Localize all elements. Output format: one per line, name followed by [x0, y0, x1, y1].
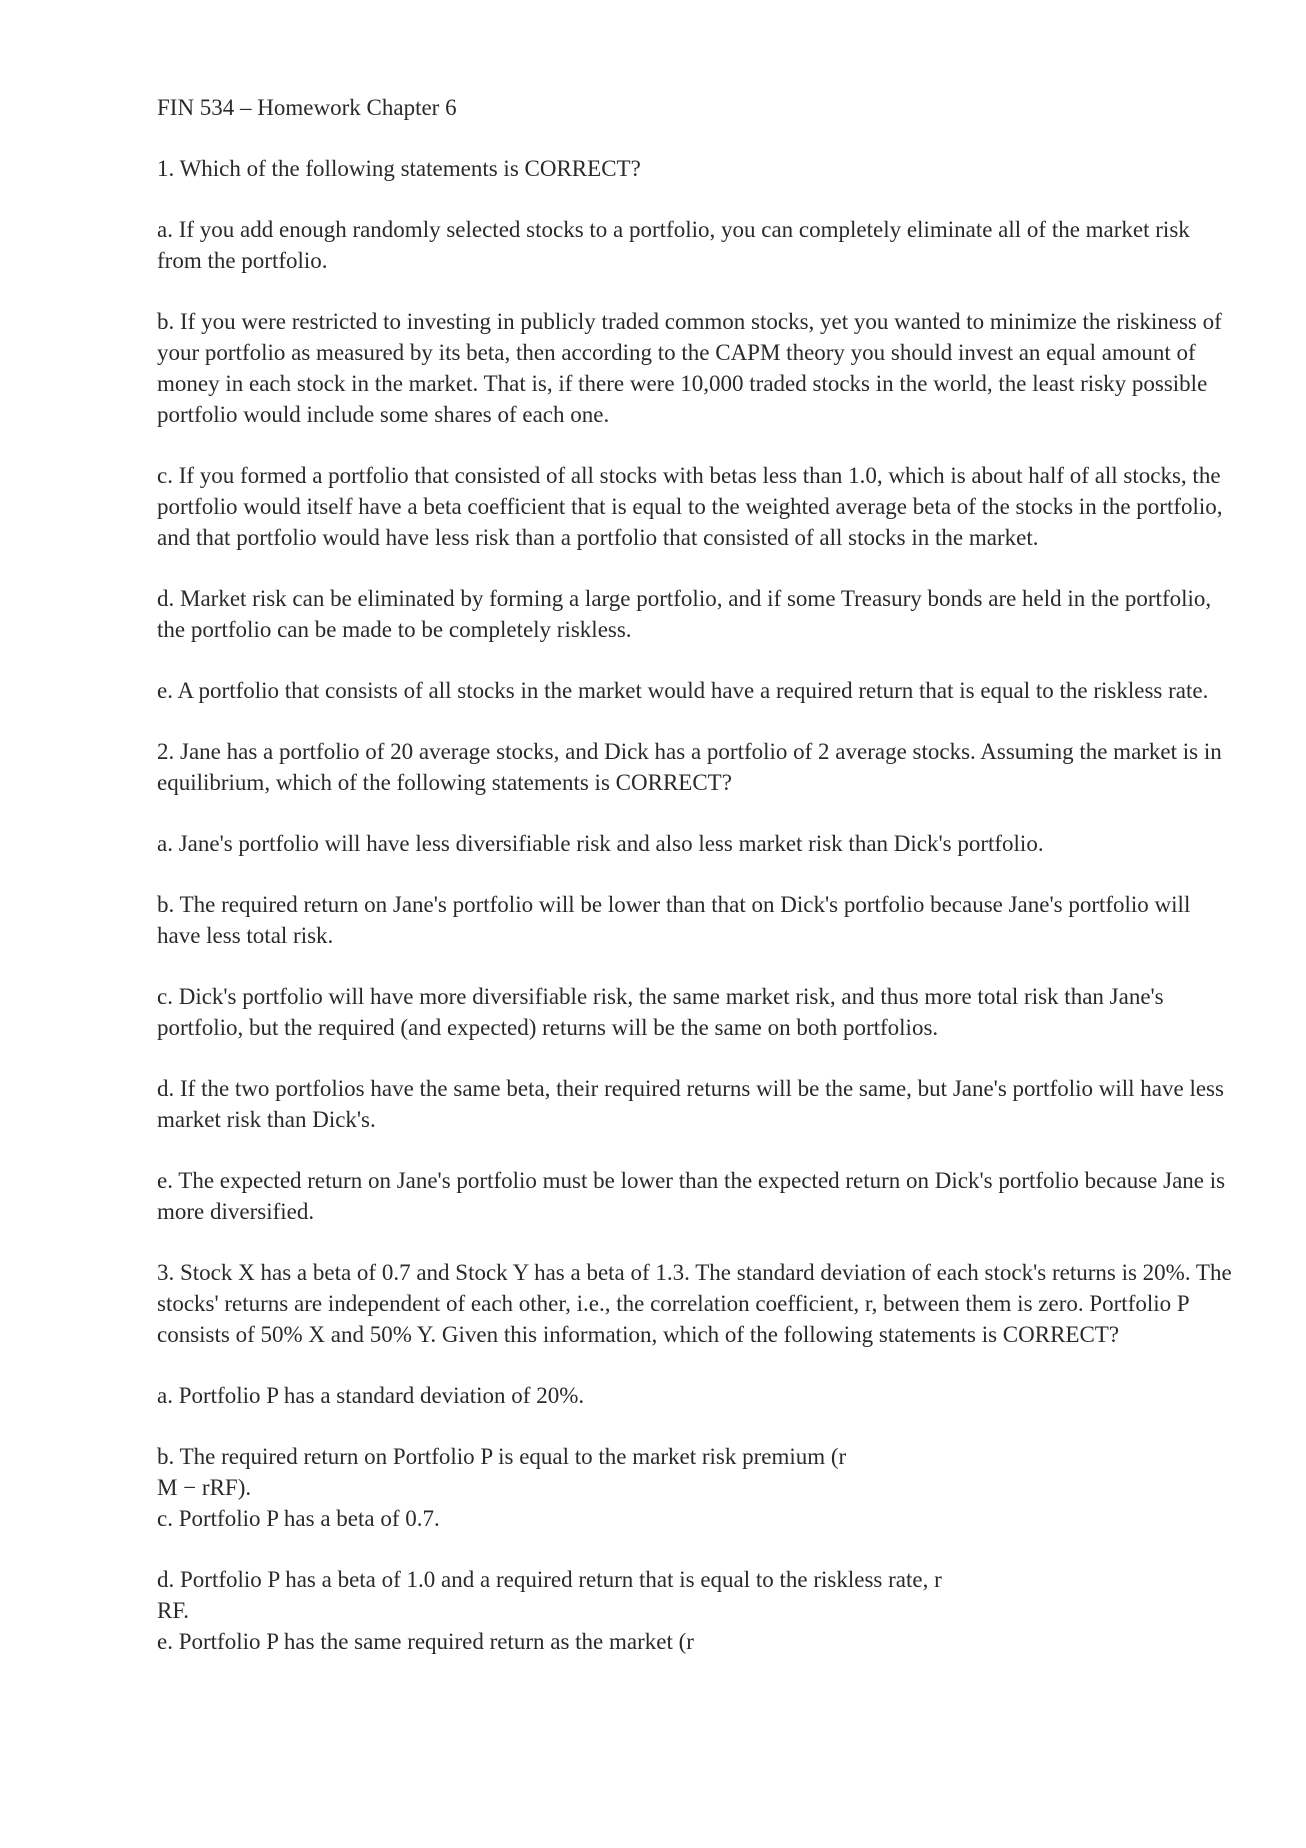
question-2-stem: 2. Jane has a portfolio of 20 average stocks, and Dick has a portfolio of 2 average stocks. Assuming the market is in equilibrium, which of the following statements is CORRECT? — [157, 739, 1222, 795]
question-3-option-a: a. Portfolio P has a standard deviation of 20%. — [157, 1383, 585, 1408]
question-3-stem: 3. Stock X has a beta of 0.7 and Stock Y has a beta of 1.3. The standard deviation of each stock's returns is 20%. The stocks' returns are independent of each other, i.e., the correlation coefficient, r, between them is zero. Portfolio P consists of 50% X and 50% Y. Given this information, which of the following statements is CORRECT? — [157, 1260, 1232, 1347]
question-2-option-c: c. Dick's portfolio will have more diversifiable risk, the same market risk, and thus more total risk than Jane's portfolio, but the required (and expected) returns will be the same on both portfolios. — [157, 984, 1164, 1040]
question-3-option-c: c. Portfolio P has a beta of 0.7. — [157, 1506, 440, 1531]
question-3-option-d — [157, 1564, 1237, 1626]
document-page — [157, 92, 1237, 1687]
question-3-option-d-line-2: RF. — [157, 1598, 190, 1623]
document-title: FIN 534 – Homework Chapter 6 — [157, 95, 457, 120]
question-1-stem: 1. Which of the following statements is CORRECT? — [157, 156, 641, 181]
question-3-option-b-line-2: M − rRF). — [157, 1475, 252, 1500]
question-2-option-b: b. The required return on Jane's portfolio will be lower than that on Dick's portfolio because Jane's portfolio will have less total risk. — [157, 892, 1191, 948]
question-2-option-a: a. Jane's portfolio will have less diversifiable risk and also less market risk than Dick's portfolio. — [157, 831, 1044, 856]
question-1-option-a: a. If you add enough randomly selected stocks to a portfolio, you can completely eliminate all of the market risk from the portfolio. — [157, 217, 1190, 273]
question-3-option-e: e. Portfolio P has the same required return as the market (r — [157, 1629, 694, 1654]
question-2-option-d: d. If the two portfolios have the same beta, their required returns will be the same, but Jane's portfolio will have less market risk than Dick's. — [157, 1076, 1224, 1132]
question-1-option-b: b. If you were restricted to investing in publicly traded common stocks, yet you wanted to minimize the riskiness of your portfolio as measured by its beta, then according to the CAPM theory you should invest an equal amount of money in each stock in the market. That is, if there were 10,000 traded stocks in the world, the least risky possible portfolio would include some shares of each one. — [157, 309, 1222, 427]
question-3-option-d-line-1: d. Portfolio P has a beta of 1.0 and a required return that is equal to the riskless rate, r — [157, 1567, 942, 1592]
question-1-option-c: c. If you formed a portfolio that consisted of all stocks with betas less than 1.0, which is about half of all stocks, the portfolio would itself have a beta coefficient that is equal to the weighted average beta of the stocks in the portfolio, and that portfolio would have less risk than a portfolio that consisted of all stocks in the market. — [157, 463, 1223, 550]
question-3-option-b-line-1: b. The required return on Portfolio P is equal to the market risk premium (r — [157, 1444, 847, 1469]
question-2-option-e: e. The expected return on Jane's portfolio must be lower than the expected return on Dick's portfolio because Jane is more diversified. — [157, 1168, 1226, 1224]
question-3-option-b — [157, 1441, 1237, 1503]
question-1-option-e: e. A portfolio that consists of all stocks in the market would have a required return that is equal to the riskless rate. — [157, 678, 1209, 703]
question-1-option-d: d. Market risk can be eliminated by forming a large portfolio, and if some Treasury bonds are held in the portfolio, the portfolio can be made to be completely riskless. — [157, 586, 1212, 642]
